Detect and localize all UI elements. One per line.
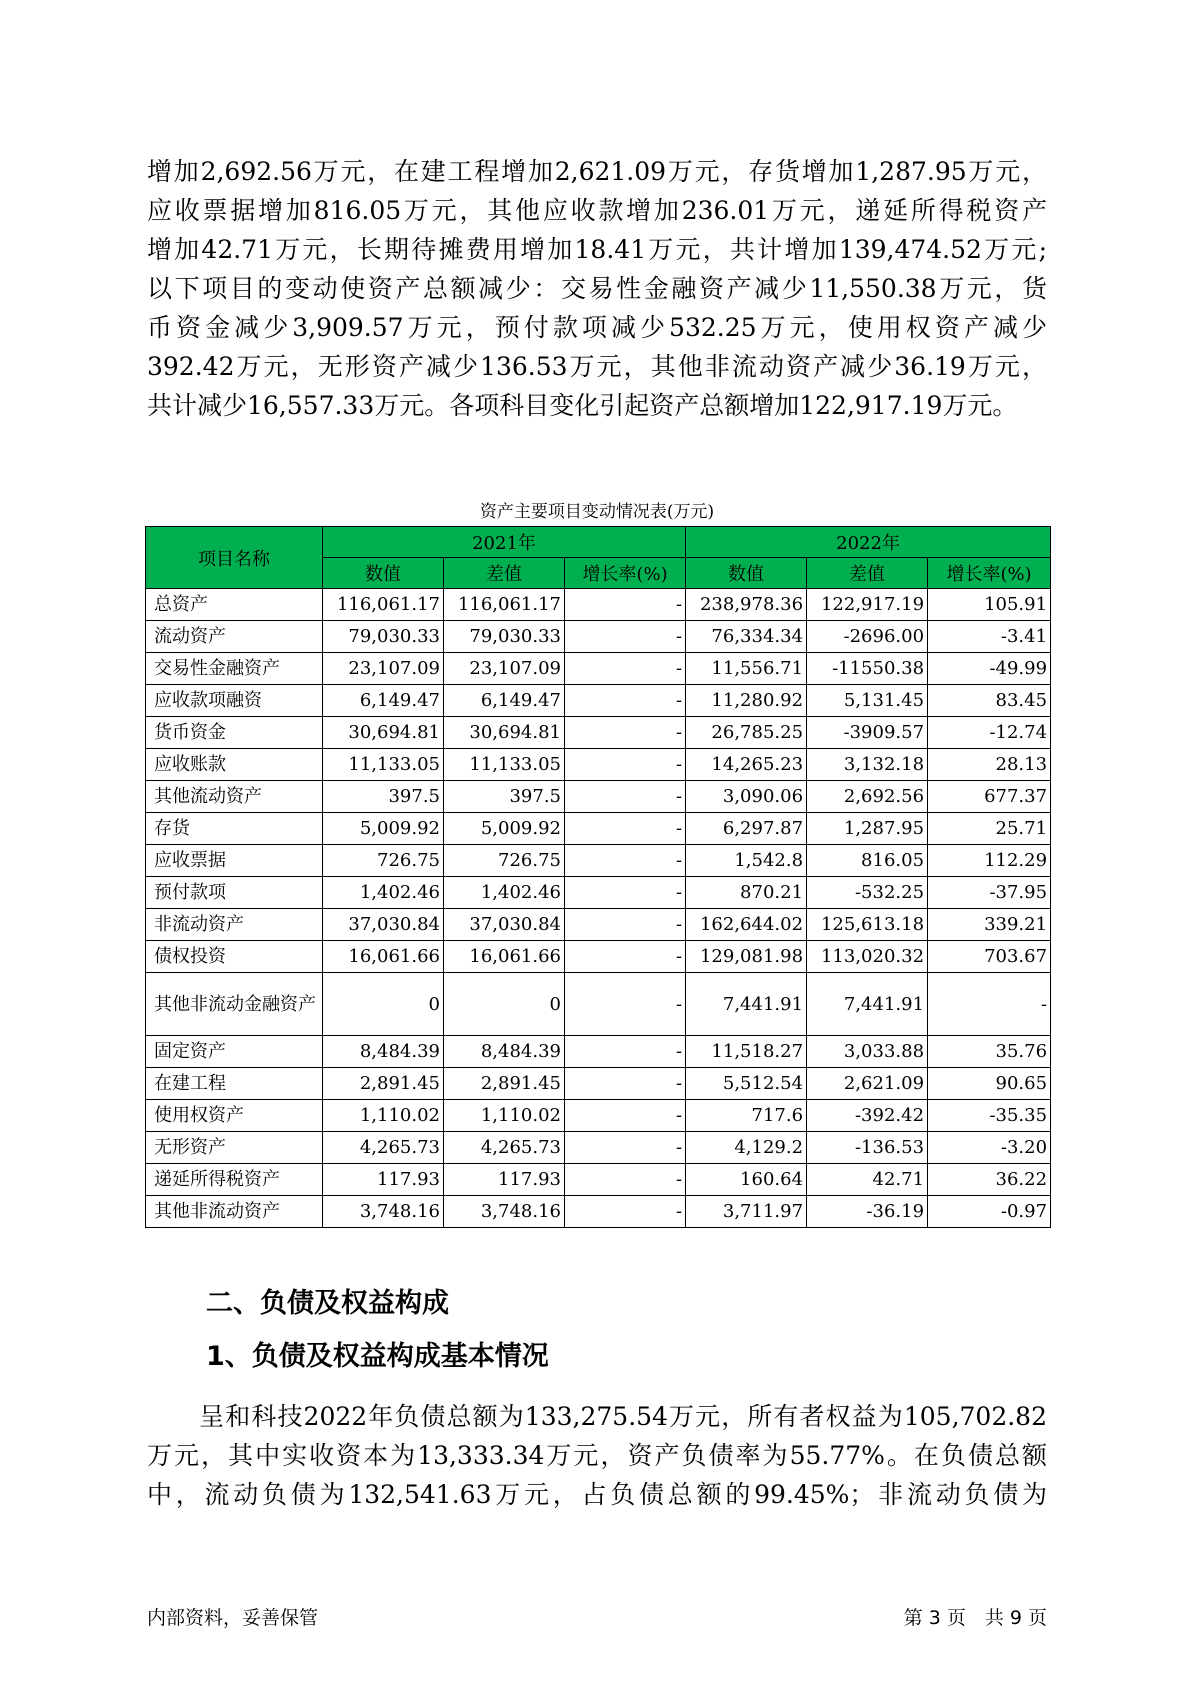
header-diff-2021: 差值 (444, 558, 565, 589)
cell-diff-2021: 1,402.46 (444, 877, 565, 909)
row-item-name: 交易性金融资产 (146, 653, 323, 685)
header-rate-2022: 增长率(%) (928, 558, 1051, 589)
cell-diff-2021: 6,149.47 (444, 685, 565, 717)
cell-diff-2021: 8,484.39 (444, 1036, 565, 1068)
table-row (146, 1036, 1051, 1068)
row-item-name: 非流动资产 (146, 909, 323, 941)
cell-value-2021: 2,891.45 (323, 1068, 444, 1100)
cell-value-2022: 717.6 (686, 1100, 807, 1132)
cell-diff-2021: 1,110.02 (444, 1100, 565, 1132)
cell-rate-2021: - (565, 781, 686, 813)
cell-value-2021: 11,133.05 (323, 749, 444, 781)
paragraph-line: 呈和科技2022年负债总额为133,275.54万元，所有者权益为105,702.82 (147, 1402, 1047, 1431)
cell-value-2022: 11,556.71 (686, 653, 807, 685)
cell-rate-2022: 677.37 (928, 781, 1051, 813)
cell-diff-2022: -136.53 (807, 1132, 928, 1164)
table-row (146, 685, 1051, 717)
cell-rate-2021: - (565, 845, 686, 877)
cell-rate-2022: 703.67 (928, 941, 1051, 973)
cell-diff-2021: 23,107.09 (444, 653, 565, 685)
paragraph-line: 共计减少16,557.33万元。各项科目变化引起资产总额增加122,917.19万元。 (147, 391, 1018, 420)
cell-value-2022: 7,441.91 (686, 973, 807, 1036)
cell-diff-2022: 5,131.45 (807, 685, 928, 717)
bottom-paragraph (147, 1397, 1047, 1553)
table-row (146, 1132, 1051, 1164)
paragraph-line: 万元，其中实收资本为13,333.34万元，资产负债率为55.77%。在负债总额 (147, 1441, 1047, 1470)
table-row (146, 653, 1051, 685)
cell-rate-2022: - (928, 973, 1051, 1036)
paragraph-line: 应收票据增加816.05万元，其他应收款增加236.01万元，递延所得税资产 (147, 196, 1047, 225)
cell-value-2021: 23,107.09 (323, 653, 444, 685)
cell-diff-2021: 11,133.05 (444, 749, 565, 781)
paragraph-line: 币资金减少3,909.57万元，预付款项减少532.25万元，使用权资产减少 (147, 313, 1047, 342)
cell-value-2021: 726.75 (323, 845, 444, 877)
cell-value-2021: 79,030.33 (323, 621, 444, 653)
cell-diff-2021: 3,748.16 (444, 1196, 565, 1228)
cell-diff-2022: 42.71 (807, 1164, 928, 1196)
cell-value-2022: 870.21 (686, 877, 807, 909)
table-row (146, 1068, 1051, 1100)
cell-rate-2021: - (565, 1068, 686, 1100)
cell-rate-2021: - (565, 749, 686, 781)
cell-rate-2021: - (565, 589, 686, 621)
row-item-name: 其他流动资产 (146, 781, 323, 813)
paragraph-line: 中，流动负债为132,541.63万元，占负债总额的99.45%；非流动负债为 (147, 1480, 1047, 1509)
subsection-heading: 1、负债及权益构成基本情况 (206, 1341, 549, 1372)
cell-value-2022: 14,265.23 (686, 749, 807, 781)
cell-value-2021: 397.5 (323, 781, 444, 813)
cell-rate-2022: -12.74 (928, 717, 1051, 749)
table-row (146, 1196, 1051, 1228)
cell-diff-2022: 7,441.91 (807, 973, 928, 1036)
cell-diff-2021: 5,009.92 (444, 813, 565, 845)
cell-diff-2021: 726.75 (444, 845, 565, 877)
cell-value-2021: 4,265.73 (323, 1132, 444, 1164)
cell-value-2022: 162,644.02 (686, 909, 807, 941)
row-item-name: 应收款项融资 (146, 685, 323, 717)
cell-rate-2022: 28.13 (928, 749, 1051, 781)
cell-value-2021: 117.93 (323, 1164, 444, 1196)
cell-rate-2021: - (565, 1100, 686, 1132)
section-heading: 二、负债及权益构成 (206, 1288, 449, 1319)
cell-value-2021: 1,110.02 (323, 1100, 444, 1132)
cell-diff-2021: 397.5 (444, 781, 565, 813)
cell-diff-2022: -11550.38 (807, 653, 928, 685)
row-item-name: 使用权资产 (146, 1100, 323, 1132)
cell-value-2022: 3,090.06 (686, 781, 807, 813)
asset-change-table (145, 526, 1051, 1228)
table-row (146, 813, 1051, 845)
cell-diff-2021: 30,694.81 (444, 717, 565, 749)
row-item-name: 应收账款 (146, 749, 323, 781)
cell-rate-2021: - (565, 909, 686, 941)
table-row (146, 717, 1051, 749)
cell-diff-2022: 113,020.32 (807, 941, 928, 973)
table-row (146, 941, 1051, 973)
row-item-name: 应收票据 (146, 845, 323, 877)
table-row (146, 1164, 1051, 1196)
cell-rate-2021: - (565, 877, 686, 909)
cell-value-2021: 37,030.84 (323, 909, 444, 941)
row-item-name: 其他非流动金融资产 (146, 973, 323, 1036)
cell-rate-2021: - (565, 973, 686, 1036)
table-row (146, 909, 1051, 941)
cell-rate-2022: 83.45 (928, 685, 1051, 717)
paragraph-line: 增加2,692.56万元，在建工程增加2,621.09万元，存货增加1,287.95万元， (147, 157, 1047, 186)
cell-rate-2022: 105.91 (928, 589, 1051, 621)
table-row (146, 845, 1051, 877)
cell-value-2022: 4,129.2 (686, 1132, 807, 1164)
cell-rate-2021: - (565, 1036, 686, 1068)
cell-value-2021: 116,061.17 (323, 589, 444, 621)
cell-value-2022: 26,785.25 (686, 717, 807, 749)
row-item-name: 存货 (146, 813, 323, 845)
cell-diff-2022: 2,692.56 (807, 781, 928, 813)
row-item-name: 货币资金 (146, 717, 323, 749)
header-year-2021: 2021年 (323, 527, 686, 558)
cell-value-2022: 11,518.27 (686, 1036, 807, 1068)
cell-value-2022: 129,081.98 (686, 941, 807, 973)
row-item-name: 预付款项 (146, 877, 323, 909)
cell-diff-2021: 37,030.84 (444, 909, 565, 941)
cell-rate-2022: 36.22 (928, 1164, 1051, 1196)
row-item-name: 总资产 (146, 589, 323, 621)
cell-value-2022: 3,711.97 (686, 1196, 807, 1228)
cell-diff-2021: 4,265.73 (444, 1132, 565, 1164)
row-item-name: 固定资产 (146, 1036, 323, 1068)
paragraph-line: 以下项目的变动使资产总额减少：交易性金融资产减少11,550.38万元，货 (147, 274, 1047, 303)
header-value-2022: 数值 (686, 558, 807, 589)
cell-diff-2021: 79,030.33 (444, 621, 565, 653)
cell-diff-2021: 116,061.17 (444, 589, 565, 621)
cell-value-2022: 76,334.34 (686, 621, 807, 653)
paragraph-line: 增加42.71万元，长期待摊费用增加18.41万元，共计增加139,474.52万元; (147, 235, 1047, 264)
cell-value-2022: 11,280.92 (686, 685, 807, 717)
cell-value-2021: 1,402.46 (323, 877, 444, 909)
cell-rate-2022: 25.71 (928, 813, 1051, 845)
cell-diff-2022: 122,917.19 (807, 589, 928, 621)
top-paragraph (147, 152, 1047, 464)
cell-rate-2021: - (565, 717, 686, 749)
cell-diff-2022: 3,132.18 (807, 749, 928, 781)
cell-rate-2021: - (565, 813, 686, 845)
cell-value-2022: 160.64 (686, 1164, 807, 1196)
header-diff-2022: 差值 (807, 558, 928, 589)
table-row (146, 973, 1051, 1036)
cell-rate-2022: -49.99 (928, 653, 1051, 685)
cell-diff-2022: 1,287.95 (807, 813, 928, 845)
table-row (146, 877, 1051, 909)
cell-rate-2021: - (565, 621, 686, 653)
table-caption: 资产主要项目变动情况表(万元) (479, 502, 715, 522)
row-item-name: 无形资产 (146, 1132, 323, 1164)
header-value-2021: 数值 (323, 558, 444, 589)
cell-value-2021: 8,484.39 (323, 1036, 444, 1068)
header-rate-2021: 增长率(%) (565, 558, 686, 589)
cell-rate-2021: - (565, 1132, 686, 1164)
cell-diff-2022: -392.42 (807, 1100, 928, 1132)
table-row (146, 781, 1051, 813)
cell-value-2021: 3,748.16 (323, 1196, 444, 1228)
cell-value-2021: 30,694.81 (323, 717, 444, 749)
cell-diff-2022: -532.25 (807, 877, 928, 909)
cell-rate-2022: -3.20 (928, 1132, 1051, 1164)
cell-value-2021: 0 (323, 973, 444, 1036)
row-item-name: 在建工程 (146, 1068, 323, 1100)
cell-rate-2022: -37.95 (928, 877, 1051, 909)
cell-value-2022: 238,978.36 (686, 589, 807, 621)
cell-rate-2022: 35.76 (928, 1036, 1051, 1068)
row-item-name: 债权投资 (146, 941, 323, 973)
table-row (146, 1100, 1051, 1132)
cell-rate-2022: -0.97 (928, 1196, 1051, 1228)
cell-diff-2022: 816.05 (807, 845, 928, 877)
cell-diff-2021: 117.93 (444, 1164, 565, 1196)
cell-diff-2022: -36.19 (807, 1196, 928, 1228)
table-row (146, 589, 1051, 621)
page-number: 第 3 页 共 9 页 (903, 1607, 1047, 1629)
cell-value-2021: 6,149.47 (323, 685, 444, 717)
cell-rate-2021: - (565, 941, 686, 973)
row-item-name: 递延所得税资产 (146, 1164, 323, 1196)
cell-diff-2022: 3,033.88 (807, 1036, 928, 1068)
cell-rate-2021: - (565, 685, 686, 717)
row-item-name: 流动资产 (146, 621, 323, 653)
cell-diff-2022: 2,621.09 (807, 1068, 928, 1100)
cell-rate-2021: - (565, 1164, 686, 1196)
cell-rate-2022: 112.29 (928, 845, 1051, 877)
table-row (146, 749, 1051, 781)
paragraph-line: 392.42万元，无形资产减少136.53万元，其他非流动资产减少36.19万元， (147, 352, 1047, 381)
cell-rate-2022: -35.35 (928, 1100, 1051, 1132)
table-body (146, 589, 1051, 1228)
cell-rate-2022: 339.21 (928, 909, 1051, 941)
cell-rate-2022: 90.65 (928, 1068, 1051, 1100)
cell-diff-2021: 2,891.45 (444, 1068, 565, 1100)
cell-value-2022: 6,297.87 (686, 813, 807, 845)
cell-diff-2022: 125,613.18 (807, 909, 928, 941)
table-row (146, 621, 1051, 653)
cell-value-2021: 5,009.92 (323, 813, 444, 845)
cell-value-2022: 1,542.8 (686, 845, 807, 877)
row-item-name: 其他非流动资产 (146, 1196, 323, 1228)
header-item-name: 项目名称 (146, 527, 323, 589)
cell-diff-2022: -2696.00 (807, 621, 928, 653)
cell-rate-2021: - (565, 653, 686, 685)
cell-diff-2021: 16,061.66 (444, 941, 565, 973)
footer-confidential-note: 内部资料，妥善保管 (147, 1607, 319, 1629)
cell-value-2021: 16,061.66 (323, 941, 444, 973)
cell-rate-2021: - (565, 1196, 686, 1228)
cell-diff-2022: -3909.57 (807, 717, 928, 749)
cell-rate-2022: -3.41 (928, 621, 1051, 653)
cell-diff-2021: 0 (444, 973, 565, 1036)
header-year-2022: 2022年 (686, 527, 1051, 558)
cell-value-2022: 5,512.54 (686, 1068, 807, 1100)
